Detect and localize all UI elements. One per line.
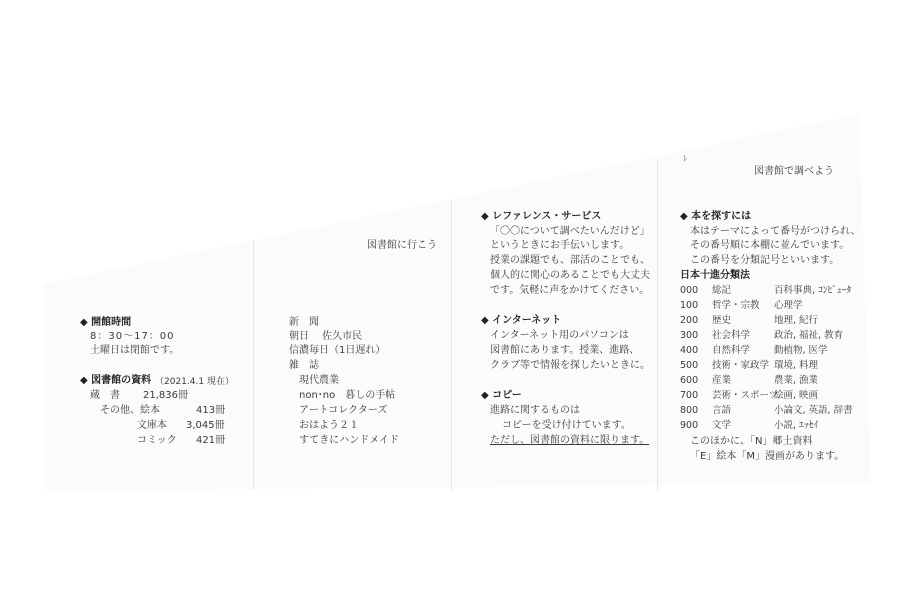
hours-title: ◆ 開館時間 <box>80 317 132 328</box>
ndc-examples: 小論文, 英語, 辞書 <box>774 405 853 416</box>
ndc-examples: 政治, 福祉, 教育 <box>774 330 844 341</box>
ndc-row <box>680 345 828 356</box>
ndc-name: 芸術・スポーツ <box>712 390 779 401</box>
reference-line: です。気軽に声をかけてください。 <box>490 285 650 296</box>
ndc-examples: 百科事典, ｺﾝﾋﾟｭｰﾀ <box>774 285 852 296</box>
find-books-title: ◆ 本を探すには <box>680 211 752 222</box>
panel-header-go-library: 図書館に行こう <box>367 240 437 251</box>
find-books-line: その番号順に本棚に並んでいます。 <box>690 240 850 251</box>
ndc-code: 700 <box>680 390 699 401</box>
magazine-item: non･no 暮しの手帖 <box>299 390 396 401</box>
comics-value: 421冊 <box>196 435 226 446</box>
magazine-item: おはよう２１ <box>299 420 359 431</box>
ndc-examples: 絵画, 映画 <box>774 390 819 401</box>
ndc-name: 自然科学 <box>712 345 751 356</box>
comics-label: コミック <box>137 435 177 446</box>
ndc-row <box>680 420 818 431</box>
ndc-code: 200 <box>680 315 699 326</box>
ndc-name: 総記 <box>712 285 732 296</box>
hours-time: 8：30～17：00 <box>90 331 175 342</box>
ndc-name: 歴史 <box>712 315 732 326</box>
fold-line <box>657 160 658 490</box>
ndc-row <box>680 315 818 326</box>
ndc-code: 800 <box>680 405 699 416</box>
copy-line: 進路に関するものは <box>490 405 580 416</box>
books-label: 蔵 書 <box>90 390 120 401</box>
ndc-examples: 動植物, 医学 <box>774 345 828 356</box>
ndc-code: 400 <box>680 345 699 356</box>
panel-header-research: 図書館で調べよう <box>754 166 834 177</box>
reference-title: ◆ レファレンス・サービス <box>481 211 602 222</box>
ndc-name: 文学 <box>712 420 732 431</box>
holdings-title: ◆ 図書館の資料 <box>80 375 152 386</box>
ndc-examples: 地理, 紀行 <box>774 315 819 326</box>
ndc-code: 100 <box>680 300 699 311</box>
internet-line: インターネット用のパソコンは <box>490 330 629 341</box>
ndc-row <box>680 375 818 386</box>
ndc-code: 600 <box>680 375 699 386</box>
ndc-code: 900 <box>680 420 699 431</box>
copy-line: コピーを受け付けています。 <box>502 420 631 431</box>
magazines-title: 雑 誌 <box>289 360 319 371</box>
paperbacks-label: 文庫本 <box>137 420 167 431</box>
ndc-name: 哲学・宗教 <box>712 300 760 311</box>
hours-closed: 土曜日は閉館です。 <box>90 345 180 356</box>
copy-note: ただし、図書館の資料に限ります。 <box>490 435 650 446</box>
reference-line: 「〇〇について調べたいんだけど」 <box>490 226 650 237</box>
other-label: その他、絵本 <box>100 405 160 416</box>
fold-line <box>451 200 452 490</box>
ndc-name: 技術・家政学 <box>712 360 770 371</box>
ndc-footer: 「E」絵本「M」漫画があります。 <box>690 451 845 462</box>
ndc-row <box>680 285 851 296</box>
books-value: 21,836冊 <box>143 390 188 401</box>
magazine-item: すてきにハンドメイド <box>299 435 399 446</box>
ndc-name: 言語 <box>712 405 732 416</box>
find-books-line: この番号を分類記号といいます。 <box>690 255 840 266</box>
reference-line: というときにお手伝いします。 <box>490 240 630 251</box>
ndc-examples: 農業, 漁業 <box>774 375 819 386</box>
ndc-code: 500 <box>680 360 699 371</box>
internet-line: クラブ等で情報を探したいときに。 <box>490 360 650 371</box>
newspaper-line: 信濃毎日（1日遅れ） <box>289 345 386 356</box>
internet-line: 図書館にあります。授業、進路、 <box>490 345 640 356</box>
reference-line: 個人的に関心のあることでも大丈夫 <box>490 270 650 281</box>
ndc-row <box>680 390 818 401</box>
ndc-row <box>680 360 818 371</box>
picture-books-value: 413冊 <box>196 405 226 416</box>
newspaper-line: 朝日 佐久市民 <box>289 331 363 342</box>
ndc-examples: 環境, 料理 <box>774 360 819 371</box>
ndc-row <box>680 330 843 341</box>
ndc-examples: 小説, ｴｯｾｲ <box>774 420 819 431</box>
find-books-line: 本はテーマによって番号がつけられ、 <box>690 226 861 237</box>
pen-mark: ﾚ <box>683 154 688 164</box>
reference-line: 授業の課題でも、部活のことでも、 <box>490 255 650 266</box>
ndc-code: 000 <box>680 285 699 296</box>
fold-line <box>253 240 254 490</box>
ndc-row <box>680 300 803 311</box>
ndc-examples: 心理学 <box>774 300 803 311</box>
internet-title: ◆ インターネット <box>481 315 562 326</box>
newspaper-title: 新 聞 <box>289 317 319 328</box>
ndc-code: 300 <box>680 330 699 341</box>
copy-title: ◆ コピー <box>481 390 522 401</box>
ndc-name: 社会科学 <box>712 330 751 341</box>
ndc-name: 産業 <box>712 375 732 386</box>
ndc-row <box>680 405 853 416</box>
magazine-item: 現代農業 <box>299 375 339 386</box>
holdings-as-of: （2021.4.1 現在） <box>155 377 234 387</box>
ndc-title: 日本十進分類法 <box>680 270 750 281</box>
paperbacks-value: 3,045冊 <box>186 420 225 431</box>
ndc-footer: このほかに、「N」郷土資料 <box>690 436 813 447</box>
magazine-item: アートコレクターズ <box>299 405 388 416</box>
